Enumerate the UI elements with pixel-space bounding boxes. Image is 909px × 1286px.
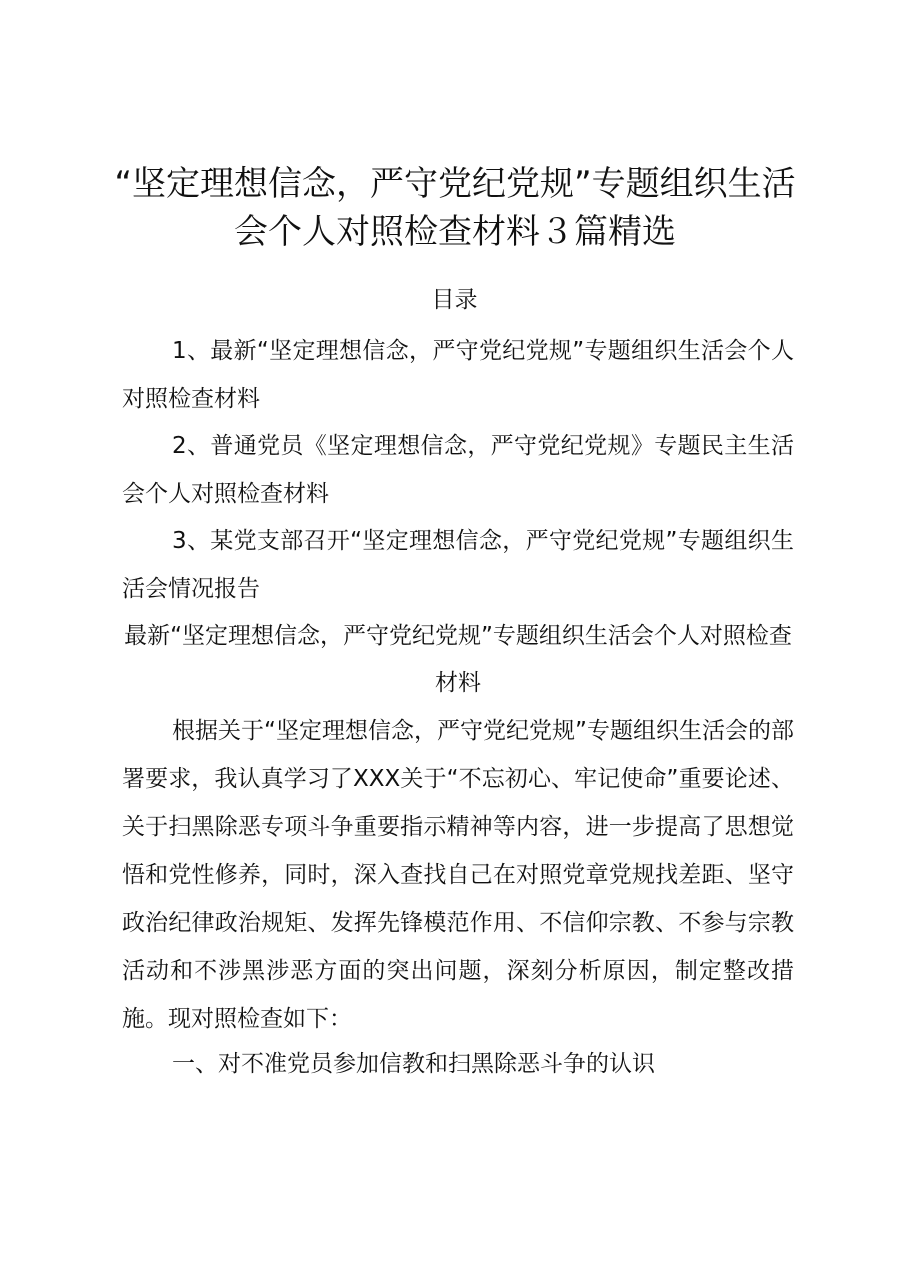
subheading: 一、对不准党员参加信教和扫黑除恶斗争的认识 — [172, 1051, 655, 1077]
toc-item-1: 1、最新“坚定理想信念，严守党纪党规”专题组织生活会个人对照检查材料 — [122, 338, 794, 412]
toc-item-3: 3、某党支部召开“坚定理想信念，严守党纪党规”专题组织生活会情况报告 — [122, 528, 794, 602]
section-title: 最新“坚定理想信念，严守党纪党规”专题组织生活会个人对照检查材料 — [124, 623, 792, 696]
body-paragraph: 根据关于“坚定理想信念，严守党纪党规”专题组织生活会的部署要求，我认真学习了XXX关于“不忘初心、牢记使命”重要论述、关于扫黑除恶专项斗争重要指示精神等内容，进一步提高了思想觉悟和党性修养，同时，深入查找自己在对照党章党规找差距、坚守政治纪律政治规矩、发挥先锋模范作用、不信仰宗教、不参与宗教活动和不涉黑涉恶方面的突出问题，深刻分析原因，制定整改措施。现对照检查如下： — [122, 718, 794, 1032]
document-title: “坚定理想信念，严守党纪党规”专题组织生活会个人对照检查材料３篇精选 — [114, 164, 796, 252]
toc-item-2: 2、普通党员《坚定理想信念，严守党纪党规》专题民主生活会个人对照检查材料 — [122, 433, 794, 507]
toc-heading: 目录 — [431, 287, 478, 313]
